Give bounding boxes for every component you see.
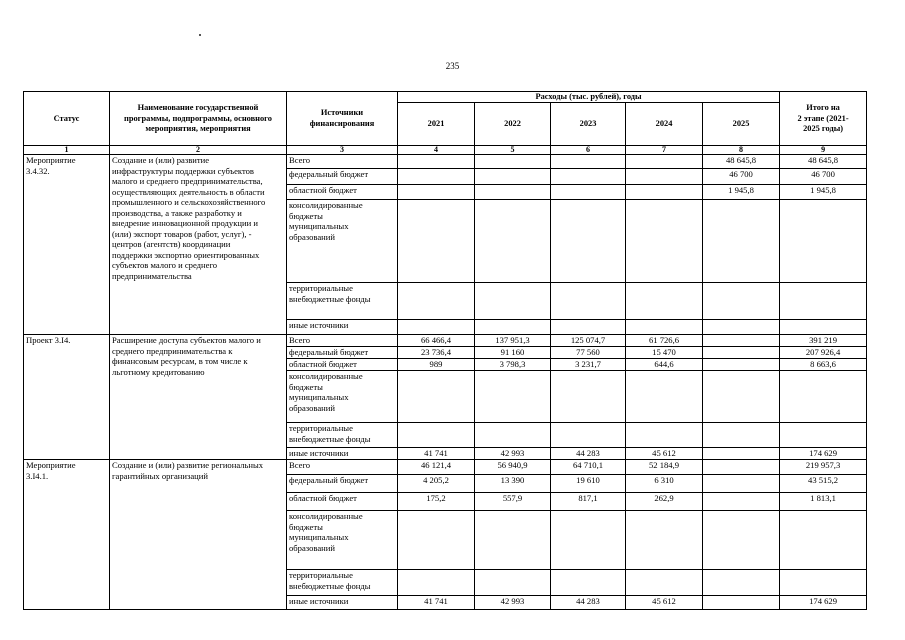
header-status: Статус — [24, 92, 110, 146]
source-cell: территориальные внебюджетные фонды — [287, 283, 398, 320]
page-number: 235 — [445, 61, 460, 71]
value-cell — [398, 185, 475, 200]
name-cell: Создание и (или) развитие инфраструктуры поддержки субъектов малого и среднего предпринимательства, осуществляющих деятельность в области промышленного и сельскохозяйственного производства, а также разработку и внедрение инновационной продукции и (или) экспорт товаров (работ, услуг), - центров (агентств) координации поддержки экспортно ориентированных субъектов малого и среднего предпринимательства — [110, 155, 287, 335]
value-cell: 42 993 — [475, 596, 551, 610]
value-cell — [626, 570, 703, 596]
value-cell: 42 993 — [475, 448, 551, 460]
value-cell — [551, 570, 626, 596]
column-number: 6 — [551, 146, 626, 155]
total-cell — [780, 570, 867, 596]
source-cell: территориальные внебюджетные фонды — [287, 423, 398, 448]
value-cell — [703, 371, 780, 423]
value-cell: 557,9 — [475, 493, 551, 511]
total-cell — [780, 200, 867, 283]
total-cell — [780, 423, 867, 448]
value-cell — [703, 200, 780, 283]
value-cell — [475, 200, 551, 283]
total-cell: 48 645,8 — [780, 155, 867, 169]
value-cell: 6 310 — [626, 475, 703, 493]
source-cell: федеральный бюджет — [287, 347, 398, 359]
value-cell — [703, 335, 780, 347]
value-cell: 262,9 — [626, 493, 703, 511]
header-year: 2025 — [703, 103, 780, 146]
value-cell — [475, 169, 551, 185]
value-cell: 45 612 — [626, 596, 703, 610]
name-cell: Создание и (или) развитие региональных гарантийных организаций — [110, 460, 287, 610]
value-cell: 1 945,8 — [703, 185, 780, 200]
value-cell — [703, 347, 780, 359]
column-number: 9 — [780, 146, 867, 155]
value-cell: 23 736,4 — [398, 347, 475, 359]
value-cell — [475, 371, 551, 423]
value-cell — [475, 570, 551, 596]
total-cell: 391 219 — [780, 335, 867, 347]
column-number: 5 — [475, 146, 551, 155]
value-cell: 44 283 — [551, 448, 626, 460]
value-cell — [551, 185, 626, 200]
header-expenses: Расходы (тыс. рублей), годы — [398, 92, 780, 103]
name-cell: Расширение доступа субъектов малого и среднего предпринимательства к финансовым ресурсам, в том числе к льготному кредитованию — [110, 335, 287, 460]
budget-table — [23, 91, 867, 610]
scan-speck — [199, 34, 201, 36]
source-cell: консолидированные бюджеты муниципальных образований — [287, 511, 398, 570]
value-cell — [703, 283, 780, 320]
value-cell: 41 741 — [398, 448, 475, 460]
value-cell — [398, 283, 475, 320]
value-cell — [626, 169, 703, 185]
header-year: 2024 — [626, 103, 703, 146]
value-cell: 48 645,8 — [703, 155, 780, 169]
column-number: 7 — [626, 146, 703, 155]
source-cell: Всего — [287, 460, 398, 475]
value-cell — [551, 371, 626, 423]
header-sources: Источники финансирования — [287, 92, 398, 146]
value-cell: 61 726,6 — [626, 335, 703, 347]
value-cell — [626, 320, 703, 335]
value-cell: 125 074,7 — [551, 335, 626, 347]
source-cell: областной бюджет — [287, 359, 398, 371]
value-cell — [626, 200, 703, 283]
value-cell: 52 184,9 — [626, 460, 703, 475]
header-total: Итого на 2 этапе (2021- 2025 годы) — [780, 92, 867, 146]
header-year: 2022 — [475, 103, 551, 146]
column-number: 2 — [110, 146, 287, 155]
value-cell — [551, 155, 626, 169]
value-cell — [551, 283, 626, 320]
value-cell — [551, 423, 626, 448]
source-cell: Всего — [287, 155, 398, 169]
value-cell — [551, 169, 626, 185]
total-cell: 207 926,4 — [780, 347, 867, 359]
value-cell: 91 160 — [475, 347, 551, 359]
value-cell — [626, 511, 703, 570]
value-cell: 56 940,9 — [475, 460, 551, 475]
total-cell — [780, 320, 867, 335]
value-cell: 3 798,3 — [475, 359, 551, 371]
value-cell — [703, 596, 780, 610]
value-cell — [398, 155, 475, 169]
value-cell — [398, 570, 475, 596]
source-cell: Всего — [287, 335, 398, 347]
value-cell: 44 283 — [551, 596, 626, 610]
value-cell — [703, 460, 780, 475]
status-cell: Мероприятие 3.4.32. — [24, 155, 110, 335]
value-cell: 137 951,3 — [475, 335, 551, 347]
value-cell — [475, 423, 551, 448]
value-cell: 66 466,4 — [398, 335, 475, 347]
value-cell — [475, 283, 551, 320]
source-cell: федеральный бюджет — [287, 475, 398, 493]
source-cell: областной бюджет — [287, 185, 398, 200]
value-cell — [551, 320, 626, 335]
total-cell: 174 629 — [780, 448, 867, 460]
value-cell — [551, 511, 626, 570]
value-cell — [475, 320, 551, 335]
value-cell — [626, 371, 703, 423]
value-cell: 4 205,2 — [398, 475, 475, 493]
value-cell — [551, 200, 626, 283]
status-cell: Проект 3.I4. — [24, 335, 110, 460]
value-cell: 989 — [398, 359, 475, 371]
value-cell — [703, 423, 780, 448]
total-cell — [780, 283, 867, 320]
value-cell — [475, 155, 551, 169]
column-number: 1 — [24, 146, 110, 155]
value-cell: 644,6 — [626, 359, 703, 371]
value-cell: 45 612 — [626, 448, 703, 460]
total-cell: 8 663,6 — [780, 359, 867, 371]
value-cell — [703, 359, 780, 371]
source-cell: территориальные внебюджетные фонды — [287, 570, 398, 596]
value-cell — [703, 320, 780, 335]
value-cell: 13 390 — [475, 475, 551, 493]
source-cell: иные источники — [287, 448, 398, 460]
value-cell — [398, 200, 475, 283]
total-cell — [780, 371, 867, 423]
source-cell: иные источники — [287, 596, 398, 610]
value-cell: 77 560 — [551, 347, 626, 359]
source-cell: иные источники — [287, 320, 398, 335]
value-cell: 46 700 — [703, 169, 780, 185]
value-cell — [703, 493, 780, 511]
total-cell: 46 700 — [780, 169, 867, 185]
value-cell — [703, 448, 780, 460]
value-cell — [626, 185, 703, 200]
total-cell: 43 515,2 — [780, 475, 867, 493]
value-cell: 19 610 — [551, 475, 626, 493]
value-cell — [703, 511, 780, 570]
source-cell: областной бюджет — [287, 493, 398, 511]
value-cell — [626, 155, 703, 169]
source-cell: консолидированные бюджеты муниципальных образований — [287, 200, 398, 283]
column-number: 8 — [703, 146, 780, 155]
total-cell: 174 629 — [780, 596, 867, 610]
value-cell — [626, 283, 703, 320]
value-cell — [475, 185, 551, 200]
value-cell — [703, 570, 780, 596]
status-cell: Мероприятие 3.I4.1. — [24, 460, 110, 610]
value-cell — [703, 475, 780, 493]
total-cell: 1 945,8 — [780, 185, 867, 200]
column-number: 4 — [398, 146, 475, 155]
value-cell — [626, 423, 703, 448]
value-cell — [398, 169, 475, 185]
header-year: 2021 — [398, 103, 475, 146]
value-cell: 3 231,7 — [551, 359, 626, 371]
source-cell: консолидированные бюджеты муниципальных образований — [287, 371, 398, 423]
value-cell — [475, 511, 551, 570]
total-cell — [780, 511, 867, 570]
column-number: 3 — [287, 146, 398, 155]
value-cell: 41 741 — [398, 596, 475, 610]
value-cell: 15 470 — [626, 347, 703, 359]
source-cell: федеральный бюджет — [287, 169, 398, 185]
total-cell: 219 957,3 — [780, 460, 867, 475]
value-cell: 64 710,1 — [551, 460, 626, 475]
total-cell: 1 813,1 — [780, 493, 867, 511]
header-name: Наименование государственной программы, подпрограммы, основного мероприятия, мероприятия — [110, 92, 287, 146]
value-cell: 46 121,4 — [398, 460, 475, 475]
value-cell — [398, 511, 475, 570]
value-cell: 817,1 — [551, 493, 626, 511]
value-cell: 175,2 — [398, 493, 475, 511]
value-cell — [398, 371, 475, 423]
value-cell — [398, 423, 475, 448]
value-cell — [398, 320, 475, 335]
header-year: 2023 — [551, 103, 626, 146]
